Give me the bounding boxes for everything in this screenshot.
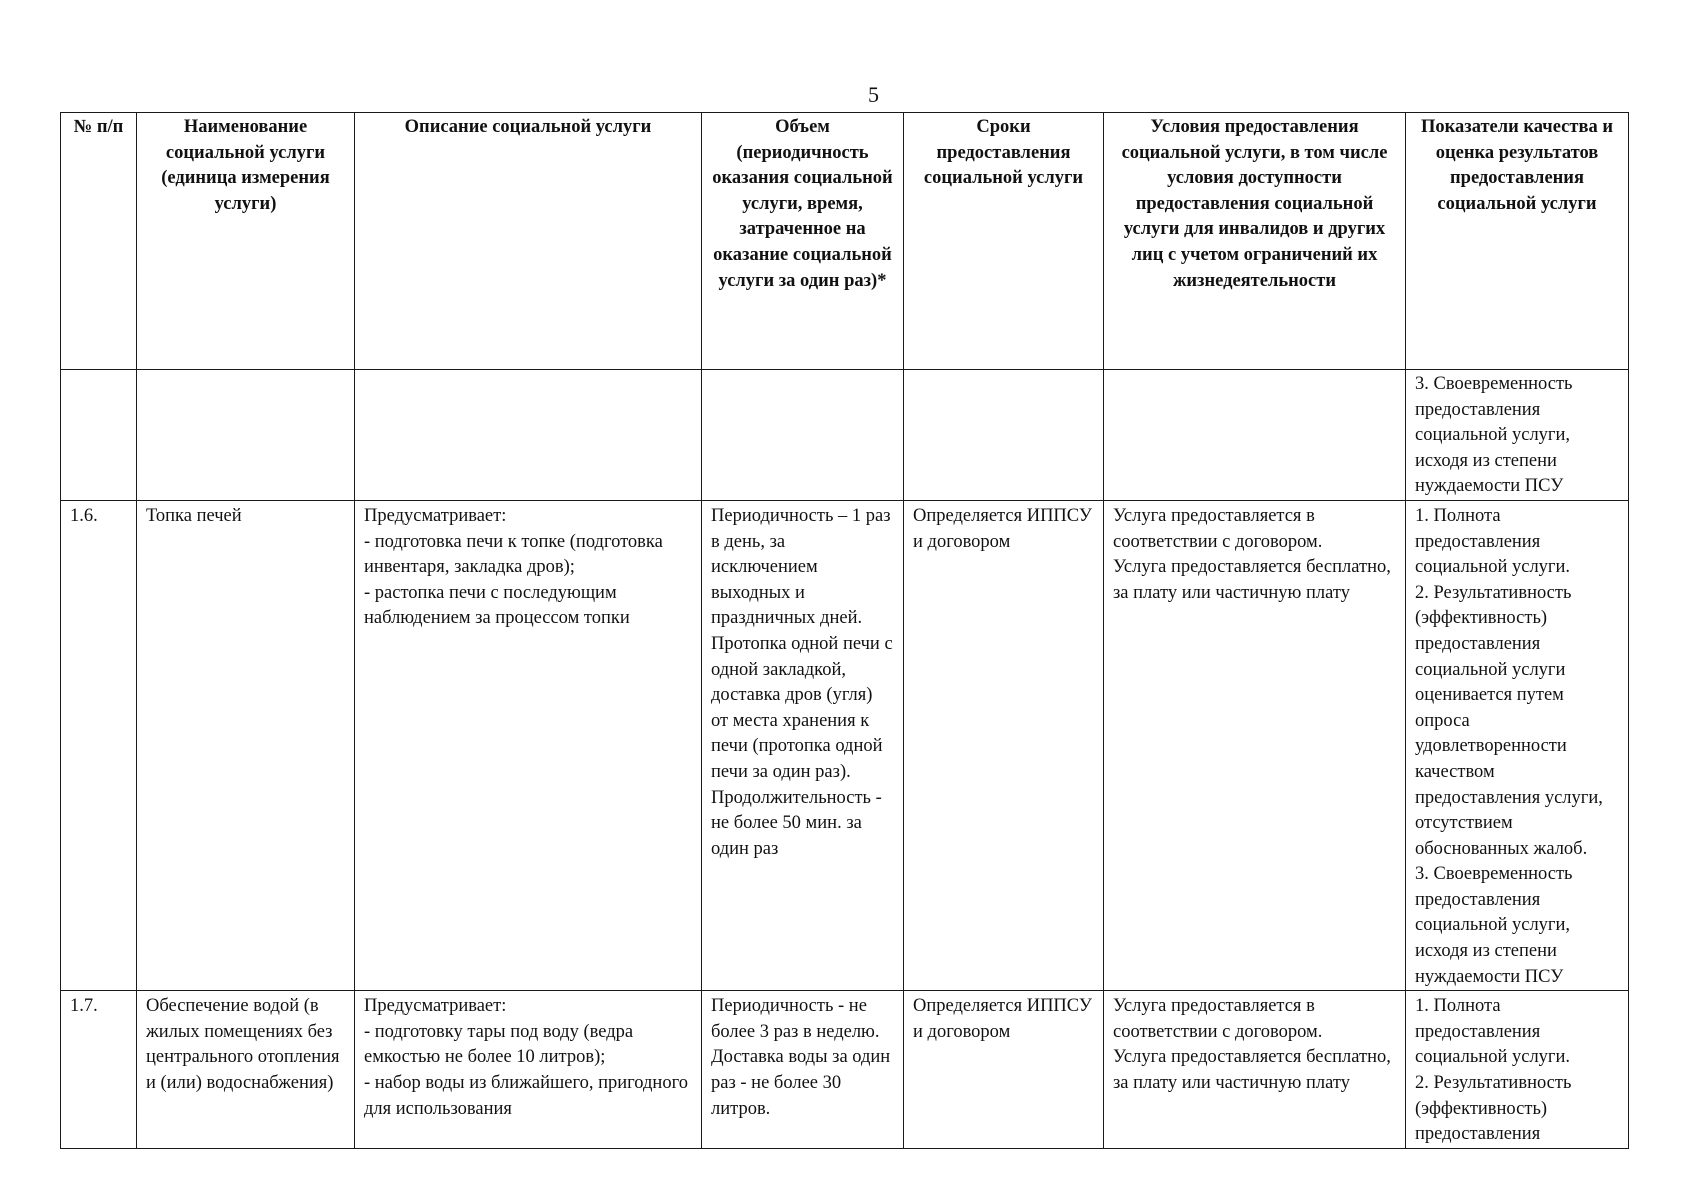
cell-indicators: 3. Своевременность предоставления социальной услуги, исходя из степени нуждаемости ПСУ: [1406, 370, 1629, 501]
cell-volume: [702, 370, 904, 501]
indicator-line: 2. Результативность (эффективность) предоставления: [1415, 1073, 1572, 1145]
cell-service-name: Обеспечение водой (в жилых помещениях без центрального отопления и (или) водоснабжения): [137, 991, 355, 1149]
conditions-line: Услуга предоставляется в соответствии с договором.: [1113, 996, 1323, 1042]
header-conditions: Условия предоставления социальной услуги, в том числе условия доступности предоставления социальной услуги для инвалидов и других лиц с учетом ограничений их жизнедеятельности: [1104, 113, 1406, 370]
cell-indicators: [1406, 991, 1629, 1149]
cell-number: 1.6.: [61, 500, 137, 990]
table-row-continuation: [61, 370, 1629, 501]
volume-line: Протопка одной печи с одной закладкой, доставка дров (угля) от места хранения к печи (протопка одной печи за один раз).: [711, 633, 893, 782]
cell-terms: [904, 370, 1104, 501]
header-volume: Объем (периодичность оказания социальной услуги, время, затраченное на оказание социальной услуги за один раз)*: [702, 113, 904, 370]
header-number: № п/п: [61, 113, 137, 370]
volume-line: Периодичность – 1 раз в день, за исключением выходных и праздничных дней.: [711, 505, 891, 629]
description-line: - подготовка печи к топке (подготовка инвентаря, закладка дров);: [364, 531, 663, 578]
indicator-line: 1. Полнота предоставления социальной услуги.: [1415, 996, 1571, 1068]
cell-number: [61, 370, 137, 501]
cell-volume: [702, 991, 904, 1149]
cell-description: [355, 370, 702, 501]
cell-conditions: [1104, 500, 1406, 990]
cell-volume: [702, 500, 904, 990]
page-number: 5: [868, 82, 879, 107]
header-terms: Сроки предоставления социальной услуги: [904, 113, 1104, 370]
conditions-line: Услуга предоставляется бесплатно, за плату или частичную плату: [1113, 1047, 1391, 1094]
description-line: Предусматривает:: [364, 996, 507, 1017]
table-row: [61, 991, 1629, 1149]
table-row: [61, 500, 1629, 990]
indicator-line: 1. Полнота предоставления социальной услуги.: [1415, 505, 1571, 578]
cell-number: 1.7.: [61, 991, 137, 1149]
cell-conditions: [1104, 370, 1406, 501]
description-line: Предусматривает:: [364, 505, 507, 526]
social-services-table: [60, 112, 1629, 1149]
header-service-name: Наименование социальной услуги (единица измерения услуги): [137, 113, 355, 370]
volume-line: Продолжительность - не более 50 мин. за один раз: [711, 787, 882, 859]
header-quality-indicators: Показатели качества и оценка результатов предоставления социальной услуги: [1406, 113, 1629, 370]
volume-line: Доставка воды за один раз - не более 30 литров.: [711, 1047, 891, 1119]
cell-indicators: [1406, 500, 1629, 990]
description-line: - растопка печи с последующим наблюдением за процессом топки: [364, 582, 630, 629]
conditions-line: Услуга предоставляется в соответствии с договором.: [1113, 505, 1323, 552]
cell-service-name: [137, 370, 355, 501]
conditions-line: Услуга предоставляется бесплатно, за плату или частичную плату: [1113, 557, 1391, 603]
cell-description: [355, 991, 702, 1149]
cell-terms: Определяется ИППСУ и договором: [904, 500, 1104, 990]
description-line: - набор воды из ближайшего, пригодного для использования: [364, 1073, 688, 1119]
indicator-line: 3. Своевременность предоставления социальной услуги, исходя из степени нуждаемости ПСУ: [1415, 864, 1573, 987]
cell-service-name: Топка печей: [137, 500, 355, 990]
cell-description: [355, 500, 702, 990]
header-service-description: Описание социальной услуги: [355, 113, 702, 370]
table-header-row: [61, 113, 1629, 370]
volume-line: Периодичность - не более 3 раз в неделю.: [711, 996, 880, 1042]
description-line: - подготовку тары под воду (ведра емкостью не более 10 литров);: [364, 1021, 634, 1068]
indicator-line: 2. Результативность (эффективность) предоставления социальной услуги оценивается путем опроса удовлетворенности качеством предоставления услуги, отсутствием обоснованных жалоб.: [1415, 582, 1603, 859]
cell-terms: Определяется ИППСУ и договором: [904, 991, 1104, 1149]
cell-conditions: [1104, 991, 1406, 1149]
